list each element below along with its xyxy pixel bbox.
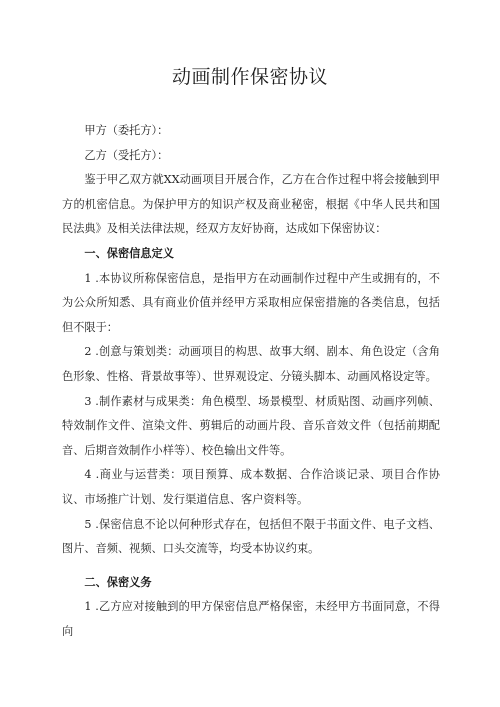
clause-paragraph: 1 .本协议所称保密信息，是指甲方在动画制作过程中产生或拥有的，不为公众所知悉、具有商业价值并经甲方采取相应保密措施的各类信息，包括但不限于： (62, 271, 440, 334)
clause-paragraph: 3 .制作素材与成果类：角色模型、场景模型、材质贴图、动画序列帧、特效制作文件、渲染文件、剪辑后的动画片段、音乐音效文件（包括前期配音、后期音效制作小样等）、校色输出文件等。 (62, 394, 440, 457)
party-a-line: 甲方（委托方）： (84, 124, 169, 137)
section-heading-confidential-obligations: 二、保密义务 (84, 575, 152, 589)
clause-paragraph: 1 .乙方应对接触到的甲方保密信息严格保密，未经甲方书面同意，不得向 (62, 600, 440, 638)
party-b-line: 乙方（受托方）： (84, 148, 169, 162)
clause-paragraph: 5 .保密信息不论以何种形式存在，包括但不限于书面文件、电子文档、图片、音频、视频、口头交流等，均受本协议约束。 (62, 517, 440, 556)
section-heading-confidential-definition: 一、保密信息定义 (84, 246, 174, 260)
section-spacer (62, 562, 440, 571)
clause-paragraph: 2 .创意与策划类：动画项目的构思、故事大纲、剧本、角色设定（含角色形象、性格、背景故事等）、世界观设定、分镜头脚本、动画风格设定等。 (62, 345, 440, 383)
preamble-paragraph: 鉴于甲乙双方就XX动画项目开展合作，乙方在合作过程中将会接触到甲方的机密信息。为保护甲方的知识产权及商业秘密，根据《中华人民共和国民法典》及相关法律法规，经双方友好协商，达成如下保密协议： (62, 173, 440, 236)
document-title: 动画制作保密协议 (171, 66, 328, 88)
clause-paragraph: 4 .商业与运营类：项目预算、成本数据、合作洽谈记录、项目合作协议、市场推广计划、发行渠道信息、客户资料等。 (62, 468, 440, 506)
document-body (62, 119, 440, 644)
